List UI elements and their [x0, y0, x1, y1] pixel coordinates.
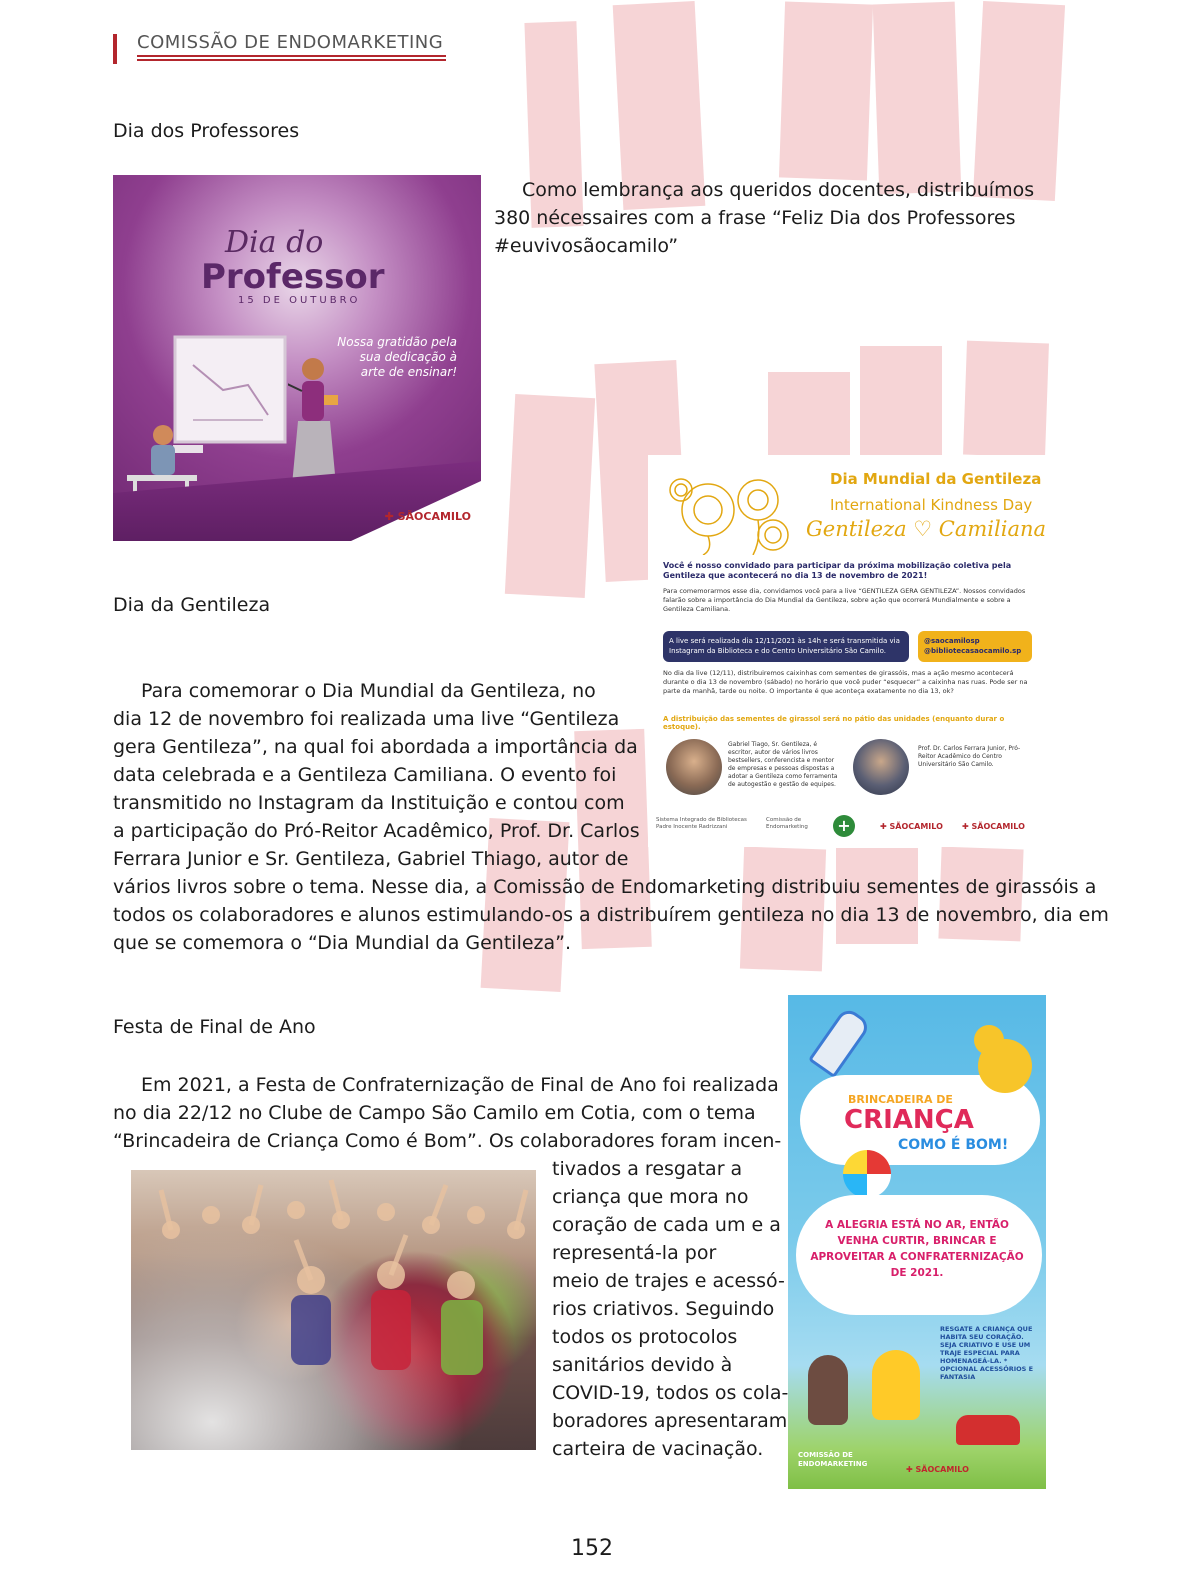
poster-dia-do-professor: [113, 175, 481, 541]
kids-line2: CRIANÇA: [844, 1105, 974, 1135]
kids-message: A ALEGRIA ESTÁ NO AR, ENTÃO VENHA CURTIR, BRINCAR E APROVEITAR A CONFRATERNIZAÇÃO DE 2021.: [810, 1219, 1024, 1279]
footer-bibliotecas: Sistema Integrado de Bibliotecas Padre Inocente Radrizzani: [656, 817, 747, 830]
gentileza-body: Para comemorarmos esse dia, convidamos você para a live “GENTILEZA GERA GENTILEZA”. Nossos convidados falarão sobre a importância do Dia Mundial da Gentileza, sobre ação que ocorrerá Mundialmente e sobre a Gentileza Camiliana.: [663, 587, 1026, 613]
kids-line3: COMO É BOM!: [898, 1137, 1009, 1153]
gentileza-handles: @saocamilosp @bibliotecasaocamilo.sp: [918, 631, 1032, 662]
decor-bar: [963, 341, 1049, 458]
section-heading-festa: Festa de Final de Ano: [113, 1016, 316, 1038]
gentileza-invite: Você é nosso convidado para participar da próxima mobilização coletiva pela Gentileza que acontecerá no dia 13 de novembro de 2021!: [663, 561, 1012, 580]
header-title: COMISSÃO DE ENDOMARKETING: [137, 32, 444, 53]
poster-prof-line1: Dia do: [225, 225, 324, 260]
gentileza-note: No dia da live (12/11), distribuiremos caixinhas com sementes de girassóis, mas a ação mesmo acontecerá durante o dia 13 de novembro (sábado) no horário que você puder “esquecer” a caixinha nas ruas. Pode ser na parte da manhã, tarde ou noite. O importante é que aconteça exatamente no dia 13, ok?: [663, 669, 1028, 695]
gentileza-script: Gentileza ♡ Camiliana: [806, 517, 1046, 541]
section-heading-gentileza: Dia da Gentileza: [113, 594, 271, 616]
kids-line1: BRINCADEIRA DE: [848, 1093, 953, 1106]
decor-bar: [973, 1, 1065, 201]
poster-prof-line2: Professor: [201, 257, 385, 297]
kid-boy-illustration: [872, 1350, 920, 1420]
header-accent-bar: [113, 34, 117, 64]
crowd-illustration: [131, 1170, 536, 1450]
header-underline: [137, 59, 446, 61]
sao-camilo-logo: ✚ SÃOCAMILO: [384, 510, 471, 523]
duck-head-icon: [974, 1025, 1004, 1055]
header-underline: [137, 55, 446, 57]
beach-ball-icon: [843, 1150, 891, 1198]
section-heading-professores: Dia dos Professores: [113, 120, 300, 142]
sao-camilo-logo: ✚ SÃOCAMILO: [906, 1465, 969, 1474]
decor-bar: [779, 2, 873, 181]
cross-icon: +: [833, 815, 855, 837]
paragraph-gentileza: Para comemorar o Dia Mundial da Gentileza, no dia 12 de novembro foi realizada uma live “Gentileza gera Gentileza”, na qual foi abordada a importância da data celebrada e a Gentileza Camiliana. O evento foi transmitido no Instagram da Instituição e contou com a participação do Pró-Reitor Acadêmico, Prof. Dr. Carlos Ferrara Junior e Sr. Gentileza, Gabriel Thiago, autor de vários livros sobre o tema. Nesse dia, a Comissão de Endomarketing distribuiu sementes de girassóis a todos os colaboradores e alunos estimulando-os a distribuírem gentileza no dia 13 de novembro, dia em que se comemora o “Dia Mundial da Gentileza”.: [113, 680, 1109, 954]
gentileza-distribution: A distribuição das sementes de girassol será no pátio das unidades (enquanto durar o estoque).: [663, 715, 1005, 731]
rocket-icon: [808, 1006, 872, 1078]
sao-camilo-logo: ✚ SÃOCAMILO: [962, 822, 1025, 831]
gentileza-subtitle: International Kindness Day: [830, 496, 1033, 514]
guest-bio-carlos: Prof. Dr. Carlos Ferrara Junior, Pró-Reitor Acadêmico do Centro Universitário São Camilo.: [918, 745, 1021, 768]
paragraph-festa-side: tivados a resgatar a criança que mora no coração de cada um e a representá-la por meio de trajes e acessó- rios criativos. Seguindo todos os protocolos sanitários devido à COVID-19, todos os cola- boradores apresentaram carteira de vacinação.: [552, 1158, 789, 1460]
decor-bar: [860, 346, 942, 456]
footer-endomarketing: Comissão de Endomarketing: [766, 817, 808, 830]
decor-bar: [505, 394, 595, 598]
party-photo: [131, 1170, 536, 1450]
paragraph-professores: Como lembrança aos queridos docentes, distribuímos 380 nécessaires com a frase “Feliz Dia dos Professores #euvivosãocamilo”: [494, 179, 1035, 257]
sao-camilo-logo: ✚ SÃOCAMILO: [880, 822, 943, 831]
poster-prof-date: 15 DE OUTUBRO: [238, 295, 361, 306]
gentileza-title: Dia Mundial da Gentileza: [830, 470, 1042, 488]
kids-side-note: RESGATE A CRIANÇA QUE HABITA SEU CORAÇÃO. SEJA CRIATIVO E USE UM TRAJE ESPECIAL PARA HOMENAGEÁ-LA. * OPCIONAL ACESSÓRIOS E FANTASIA: [940, 1325, 1034, 1381]
poster-brincadeira-de-crianca: [788, 995, 1046, 1489]
sunflowers-illustration: [663, 465, 803, 555]
kids-footer: COMISSÃO DE ENDOMARKETING: [798, 1451, 868, 1468]
poster-prof-message: Nossa gratidão pela sua dedicação à arte de ensinar!: [337, 335, 457, 379]
decor-bar: [768, 372, 850, 458]
toy-car-icon: [956, 1415, 1020, 1445]
gentileza-live-box: A live será realizada dia 12/11/2021 às 14h e será transmitida via Instagram da Biblioteca e do Centro Universitário São Camilo.: [663, 631, 909, 662]
kid-girl-illustration: [808, 1355, 848, 1425]
guest-bio-gabriel: Gabriel Tiago, Sr. Gentileza, é escritor, autor de vários livros bestsellers, conferencista e mentor de empresas e pessoas dispostas a adotar a Gentileza como ferramenta de autogestão e gestão de equipes.: [728, 741, 838, 788]
paragraph-festa-top: Em 2021, a Festa de Confraternização de Final de Ano foi realizada no dia 22/12 no Clube de Campo São Camilo em Cotia, com o tema “Brincadeira de Criança Como é Bom”. Os colaboradores foram incen-: [113, 1074, 782, 1152]
decor-bar: [873, 2, 962, 195]
page-number: 152: [571, 1536, 613, 1561]
